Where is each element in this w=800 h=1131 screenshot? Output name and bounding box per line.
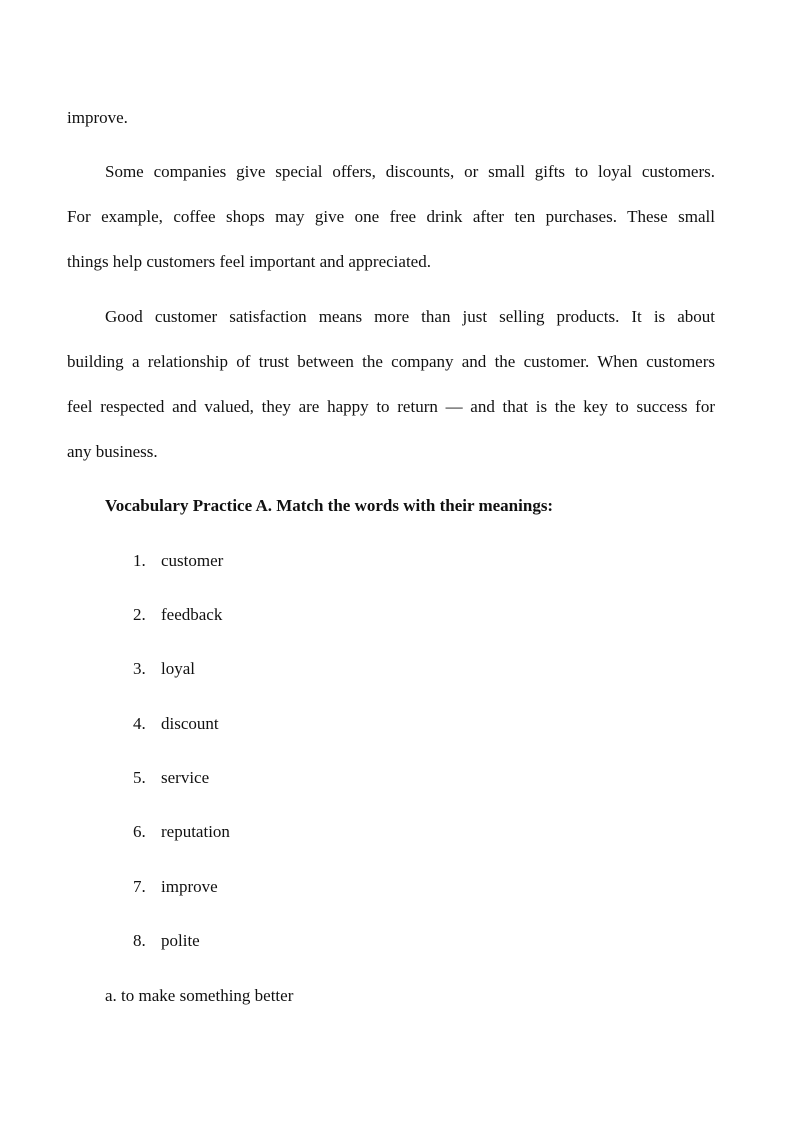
vocab-item-word: service [161, 768, 210, 787]
paragraph-offers-line-2: For example, coffee shops may give one free drink after ten purchases. These small [67, 207, 715, 226]
vocab-item-word: customer [161, 551, 224, 570]
paragraph-offers-line-1: Some companies give special offers, discounts, or small gifts to loyal customers. [105, 162, 715, 181]
vocab-item [133, 768, 209, 788]
paragraph-continuation: improve. [67, 108, 128, 127]
vocab-item-number: 6. [133, 822, 146, 841]
vocabulary-heading: Vocabulary Practice A. Match the words with their meanings: [105, 496, 554, 515]
vocab-item [133, 931, 200, 951]
vocab-item [133, 605, 222, 625]
vocab-item-number: 7. [133, 877, 146, 896]
vocab-item-word: loyal [161, 659, 195, 678]
vocab-item-word: polite [161, 931, 200, 950]
vocab-item [133, 822, 230, 842]
vocab-item-word: improve [161, 877, 218, 896]
vocab-item-number: 4. [133, 714, 146, 733]
paragraph-satisfaction-line-3: feel respected and valued, they are happy to return — and that is the key to success for [67, 397, 715, 416]
vocab-item [133, 877, 218, 897]
paragraph-satisfaction-line-1: Good customer satisfaction means more than just selling products. It is about [105, 307, 715, 326]
vocab-item-number: 1. [133, 551, 146, 570]
vocab-item [133, 714, 219, 734]
vocab-item-number: 2. [133, 605, 146, 624]
vocab-item-number: 3. [133, 659, 146, 678]
paragraph-satisfaction-line-4: any business. [67, 442, 158, 461]
vocab-item [133, 551, 223, 571]
vocab-item-word: discount [161, 714, 219, 733]
paragraph-offers-line-3: things help customers feel important and appreciated. [67, 252, 431, 271]
vocab-item [133, 659, 195, 679]
vocab-item-word: reputation [161, 822, 230, 841]
paragraph-satisfaction-line-2: building a relationship of trust between the company and the customer. When customers [67, 352, 715, 371]
vocab-item-number: 5. [133, 768, 146, 787]
vocab-meaning: a. to make something better [105, 986, 294, 1005]
vocab-item-number: 8. [133, 931, 146, 950]
vocab-item-word: feedback [161, 605, 223, 624]
